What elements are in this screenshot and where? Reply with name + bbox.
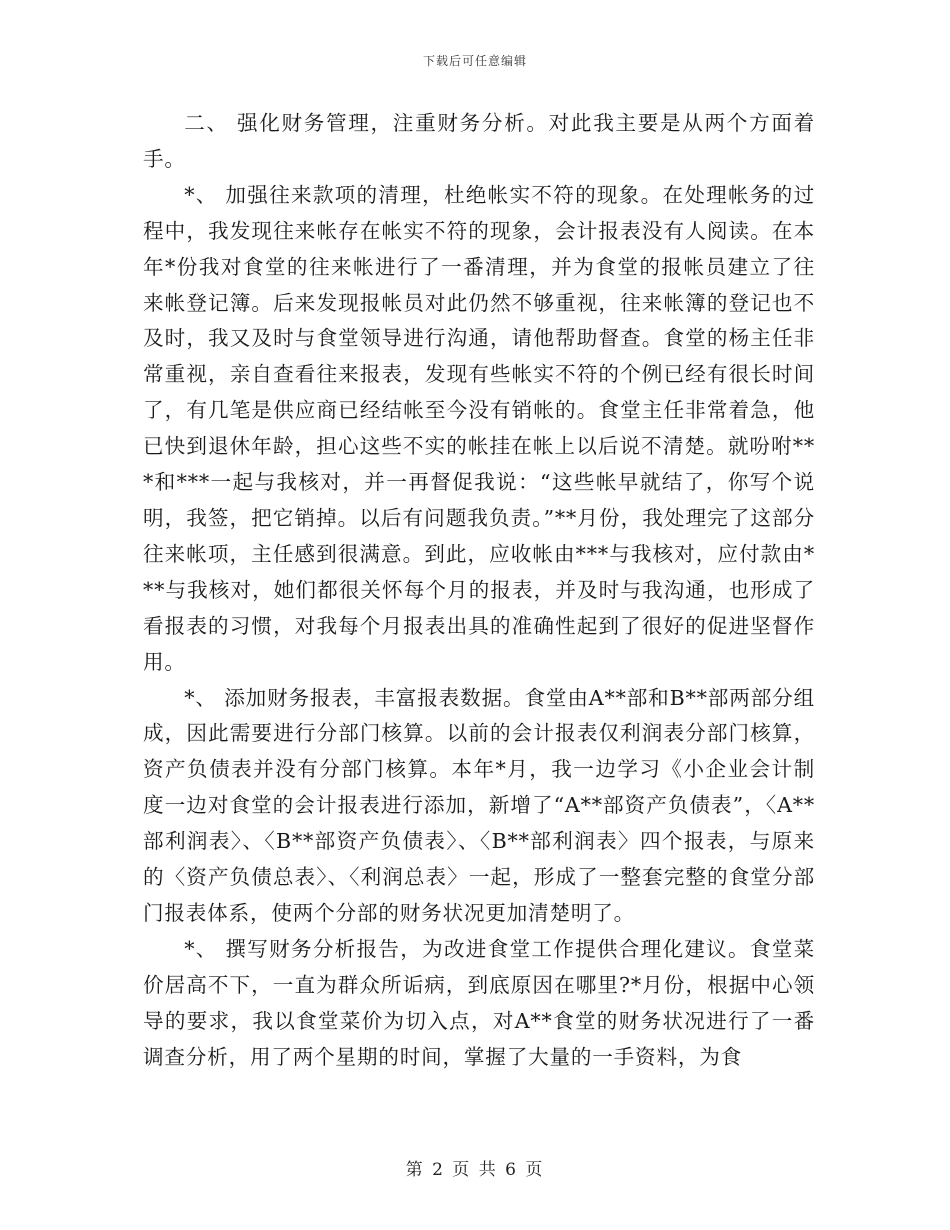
page-number: 第 2 页 共 6 页: [405, 1160, 545, 1180]
paragraph-add-reports: *、 添加财务报表，丰富报表数据。食堂由A**部和B**部两部分组成，因此需要进行分部门核算。以前的会计报表仅利润表分部门核算，资产负债表并没有分部门核算。本年*月，我一边学习《小企业会计制度一边对食堂的会计报表进行添加，新增了“A**部资产负债表”，〈A**部利润表〉、〈B**部资产负债表〉、〈B**部利润表〉四个报表，与原来的〈资产负债总表〉、〈利润总表〉一起，形成了一整套完整的食堂分部门报表体系，使两个分部的财务状况更加清楚明了。: [143, 685, 815, 925]
page-header: 下载后可任意编辑: [422, 54, 527, 68]
paragraph-receivables-cleanup: *、 加强往来款项的清理，杜绝帐实不符的现象。在处理帐务的过程中，我发现往来帐存在帐实不符的现象，会计报表没有人阅读。在本年*份我对食堂的往来帐进行了一番清理，并为食堂的报帐员建立了往来帐登记簿。后来发现报帐员对此仍然不够重视，往来帐簿的登记也不及时，我又及时与食堂领导进行沟通，请他帮助督查。食堂的杨主任非常重视，亲自查看往来报表，发现有些帐实不符的个例已经有很长时间了，有几笔是供应商已经结帐至今没有销帐的。食堂主任非常着急，他已快到退休年龄，担心这些不实的帐挂在帐上以后说不清楚。就吩咐***和***一起与我核对，并一再督促我说：“这些帐早就结了，你写个说明，我签，把它销掉。以后有问题我负责。”**月份，我处理完了这部分往来帐项，主任感到很满意。到此，应收帐由***与我核对，应付款由***与我核对，她们都很关怀每个月的报表，并及时与我沟通，也形成了看报表的习惯，对我每个月报表出具的准确性起到了很好的促进坚督作用。: [143, 182, 815, 674]
document-body: [143, 106, 815, 1075]
paragraph-section-two: 二、 强化财务管理，注重财务分析。对此我主要是从两个方面着手。: [143, 111, 815, 171]
paragraph-analysis-report: *、 撰写财务分析报告，为改进食堂工作提供合理化建议。食堂菜价居高不下，一直为群众所诟病，到底原因在哪里?*月份，根据中心领导的要求，我以食堂菜价为切入点，对A**食堂的财务状况进行了一番调查分析，用了两个星期的时间，掌握了大量的一手资料，为食: [143, 936, 815, 1069]
